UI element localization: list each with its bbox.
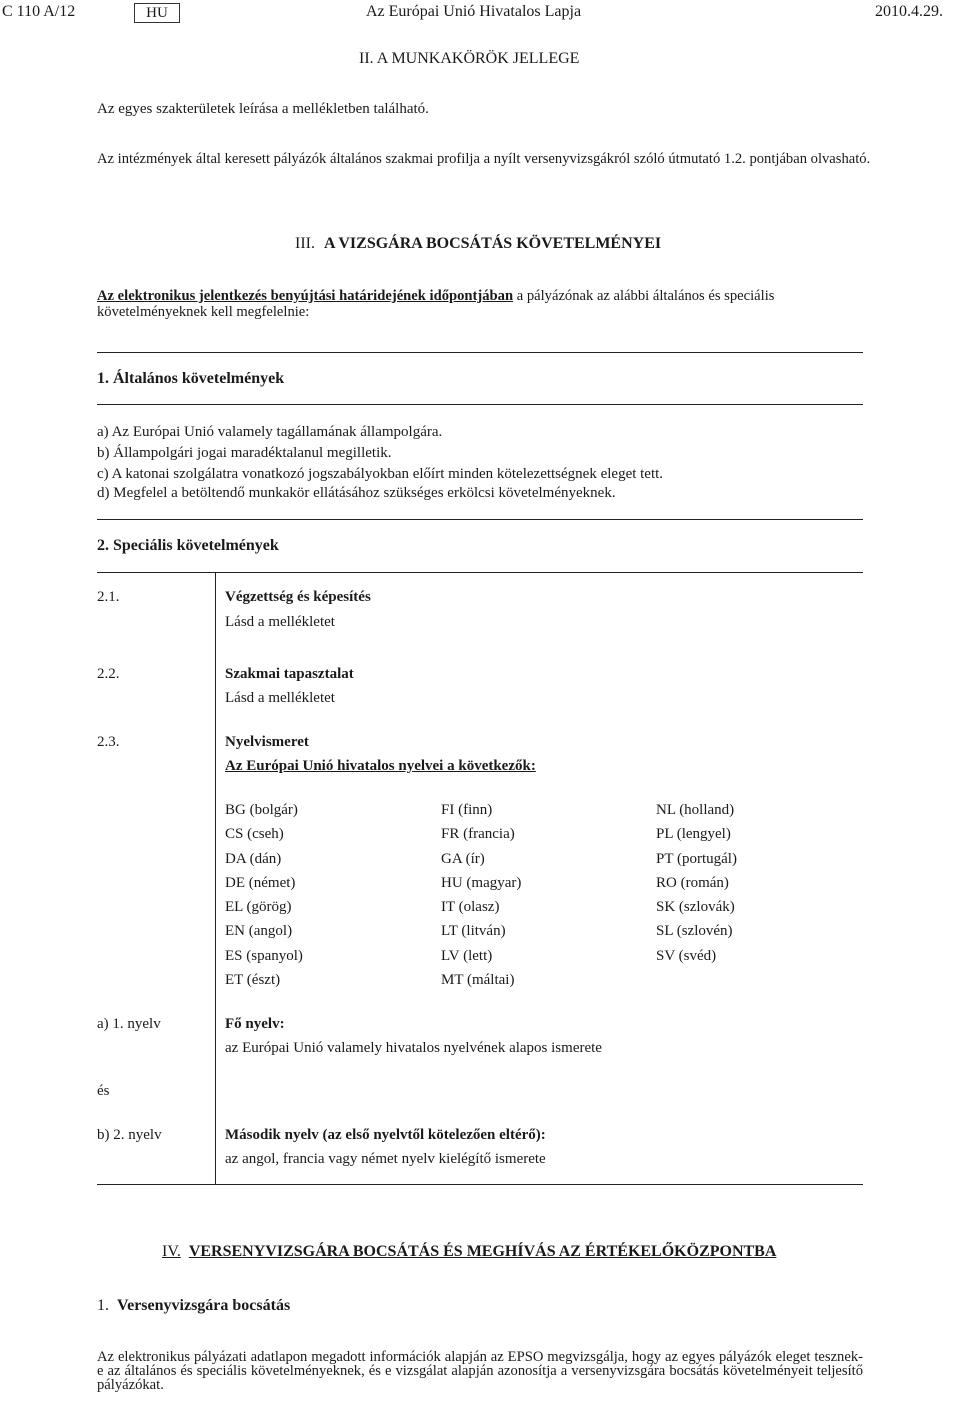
- section-2-line-1: Az egyes szakterületek leírása a mellékletben található.: [97, 101, 429, 117]
- general-item-a: a) Az Európai Unió valamely tagállamának állampolgára.: [97, 424, 443, 440]
- journal-title: Az Európai Unió Hivatalos Lapja: [366, 3, 582, 20]
- language-2-label: b) 2. nyelv: [97, 1127, 162, 1143]
- s21-number: 2.1.: [97, 589, 120, 605]
- s23-subtitle: Az Európai Unió hivatalos nyelvei a következők:: [225, 758, 536, 774]
- rule-3: [97, 519, 863, 520]
- language-item: LT (litván): [441, 923, 506, 940]
- table-vertical-rule: [215, 572, 216, 1184]
- section-3-title: [295, 235, 661, 253]
- language-item: BG (bolgár): [225, 802, 298, 818]
- section-3-intro-line-2: követelményeknek kell megfelelnie:: [97, 304, 310, 320]
- s22-number: 2.2.: [97, 666, 120, 682]
- language-item: IT (olasz): [441, 899, 500, 916]
- language-item: MT (máltai): [441, 972, 515, 989]
- language-2-text: az angol, francia vagy német nyelv kielégítő ismerete: [225, 1151, 546, 1167]
- section-4-title: [162, 1243, 776, 1261]
- section-4-sub-heading: Versenyvizsgára bocsátás: [117, 1297, 291, 1314]
- section-4-paragraph: Az elektronikus pályázati adatlapon megadott információk alapján az EPSO megvizsgálja, hogy az egyes pályázók eleget tesznek-e az általános és speciális követelményeknek, és e vizsgálat alapján azonosítja a versenyvizsgára bocsátás követelményeit teljesítő pályázókat.: [97, 1349, 863, 1393]
- languages-column-3: [656, 798, 737, 968]
- s23-title: Nyelvismeret: [225, 734, 309, 750]
- intro-deadline-phrase: Az elektronikus jelentkezés benyújtási határidejének időpontjában: [97, 288, 514, 304]
- section-3-heading: A VIZSGÁRA BOCSÁTÁS KÖVETELMÉNYEI: [323, 235, 662, 252]
- special-requirements-title: 2. Speciális követelmények: [97, 537, 279, 554]
- language-item: FI (finn): [441, 802, 493, 818]
- section-2-line-2: Az intézmények által keresett pályázók általános szakmai profilja a nyílt versenyvizsgákról szóló útmutató 1.2. pontjában olvasható.: [97, 151, 871, 167]
- language-item: PT (portugál): [656, 850, 737, 867]
- language-item: NL (holland): [656, 802, 735, 818]
- languages-column-1: [225, 798, 303, 992]
- language-code: HU: [146, 5, 168, 21]
- language-item: ET (észt): [225, 972, 281, 989]
- s21-text: Lásd a mellékletet: [225, 614, 335, 630]
- language-1-label: a) 1. nyelv: [97, 1016, 161, 1032]
- section-3-intro: [97, 288, 774, 305]
- language-item: SL (szlovén): [656, 923, 733, 940]
- language-item: HU (magyar): [441, 874, 522, 891]
- language-item: PL (lengyel): [656, 826, 731, 843]
- language-item: ES (spanyol): [225, 947, 303, 964]
- language-item: SV (svéd): [656, 947, 717, 964]
- and-connector: és: [97, 1083, 110, 1099]
- language-1-title: Fő nyelv:: [225, 1016, 285, 1032]
- languages-column-2: [441, 798, 521, 992]
- rule-4: [97, 572, 863, 573]
- language-2-title: Második nyelv (az első nyelvtől kötelezően eltérő):: [225, 1127, 546, 1143]
- publication-date: 2010.4.29.: [875, 3, 943, 20]
- language-item: DA (dán): [225, 850, 282, 867]
- s22-title: Szakmai tapasztalat: [225, 666, 354, 682]
- general-requirements-title: 1. Általános követelmények: [97, 370, 285, 387]
- section-4-subtitle: [97, 1297, 290, 1315]
- general-item-b: b) Állampolgári jogai maradéktalanul megilletik.: [97, 445, 392, 461]
- language-item: GA (ír): [441, 850, 485, 867]
- rule-5: [97, 1184, 863, 1185]
- language-code-box: [134, 3, 180, 23]
- language-item: SK (szlovák): [656, 899, 735, 916]
- section-3-number: III.: [295, 235, 315, 252]
- language-item: EL (görög): [225, 899, 292, 916]
- section-4-number: IV.: [162, 1243, 181, 1260]
- page-reference: C 110 A/12: [2, 3, 76, 20]
- rule-1: [97, 352, 863, 353]
- s23-number: 2.3.: [97, 734, 120, 750]
- language-item: LV (lett): [441, 947, 493, 964]
- rule-2: [97, 404, 863, 405]
- section-2-title: II. A MUNKAKÖRÖK JELLEGE: [359, 50, 580, 67]
- language-item: FR (francia): [441, 826, 515, 843]
- s22-text: Lásd a mellékletet: [225, 690, 335, 706]
- language-item: RO (román): [656, 874, 729, 891]
- intro-rest: a pályázónak az alábbi általános és speciális: [513, 288, 775, 304]
- section-4-sub-number: 1.: [97, 1297, 109, 1314]
- section-4-heading: VERSENYVIZSGÁRA BOCSÁTÁS ÉS MEGHÍVÁS AZ ÉRTÉKELŐKÖZPONTBA: [188, 1243, 777, 1260]
- language-item: CS (cseh): [225, 826, 284, 843]
- s21-title: Végzettség és képesítés: [225, 589, 371, 605]
- language-1-text: az Európai Unió valamely hivatalos nyelvének alapos ismerete: [225, 1040, 602, 1056]
- language-item: DE (német): [225, 874, 296, 891]
- general-item-c: c) A katonai szolgálatra vonatkozó jogszabályokban előírt minden kötelezettségnek eleget tett.: [97, 466, 664, 482]
- general-item-d: d) Megfelel a betöltendő munkakör ellátásához szükséges erkölcsi követelményeknek.: [97, 485, 616, 501]
- language-item: EN (angol): [225, 923, 293, 940]
